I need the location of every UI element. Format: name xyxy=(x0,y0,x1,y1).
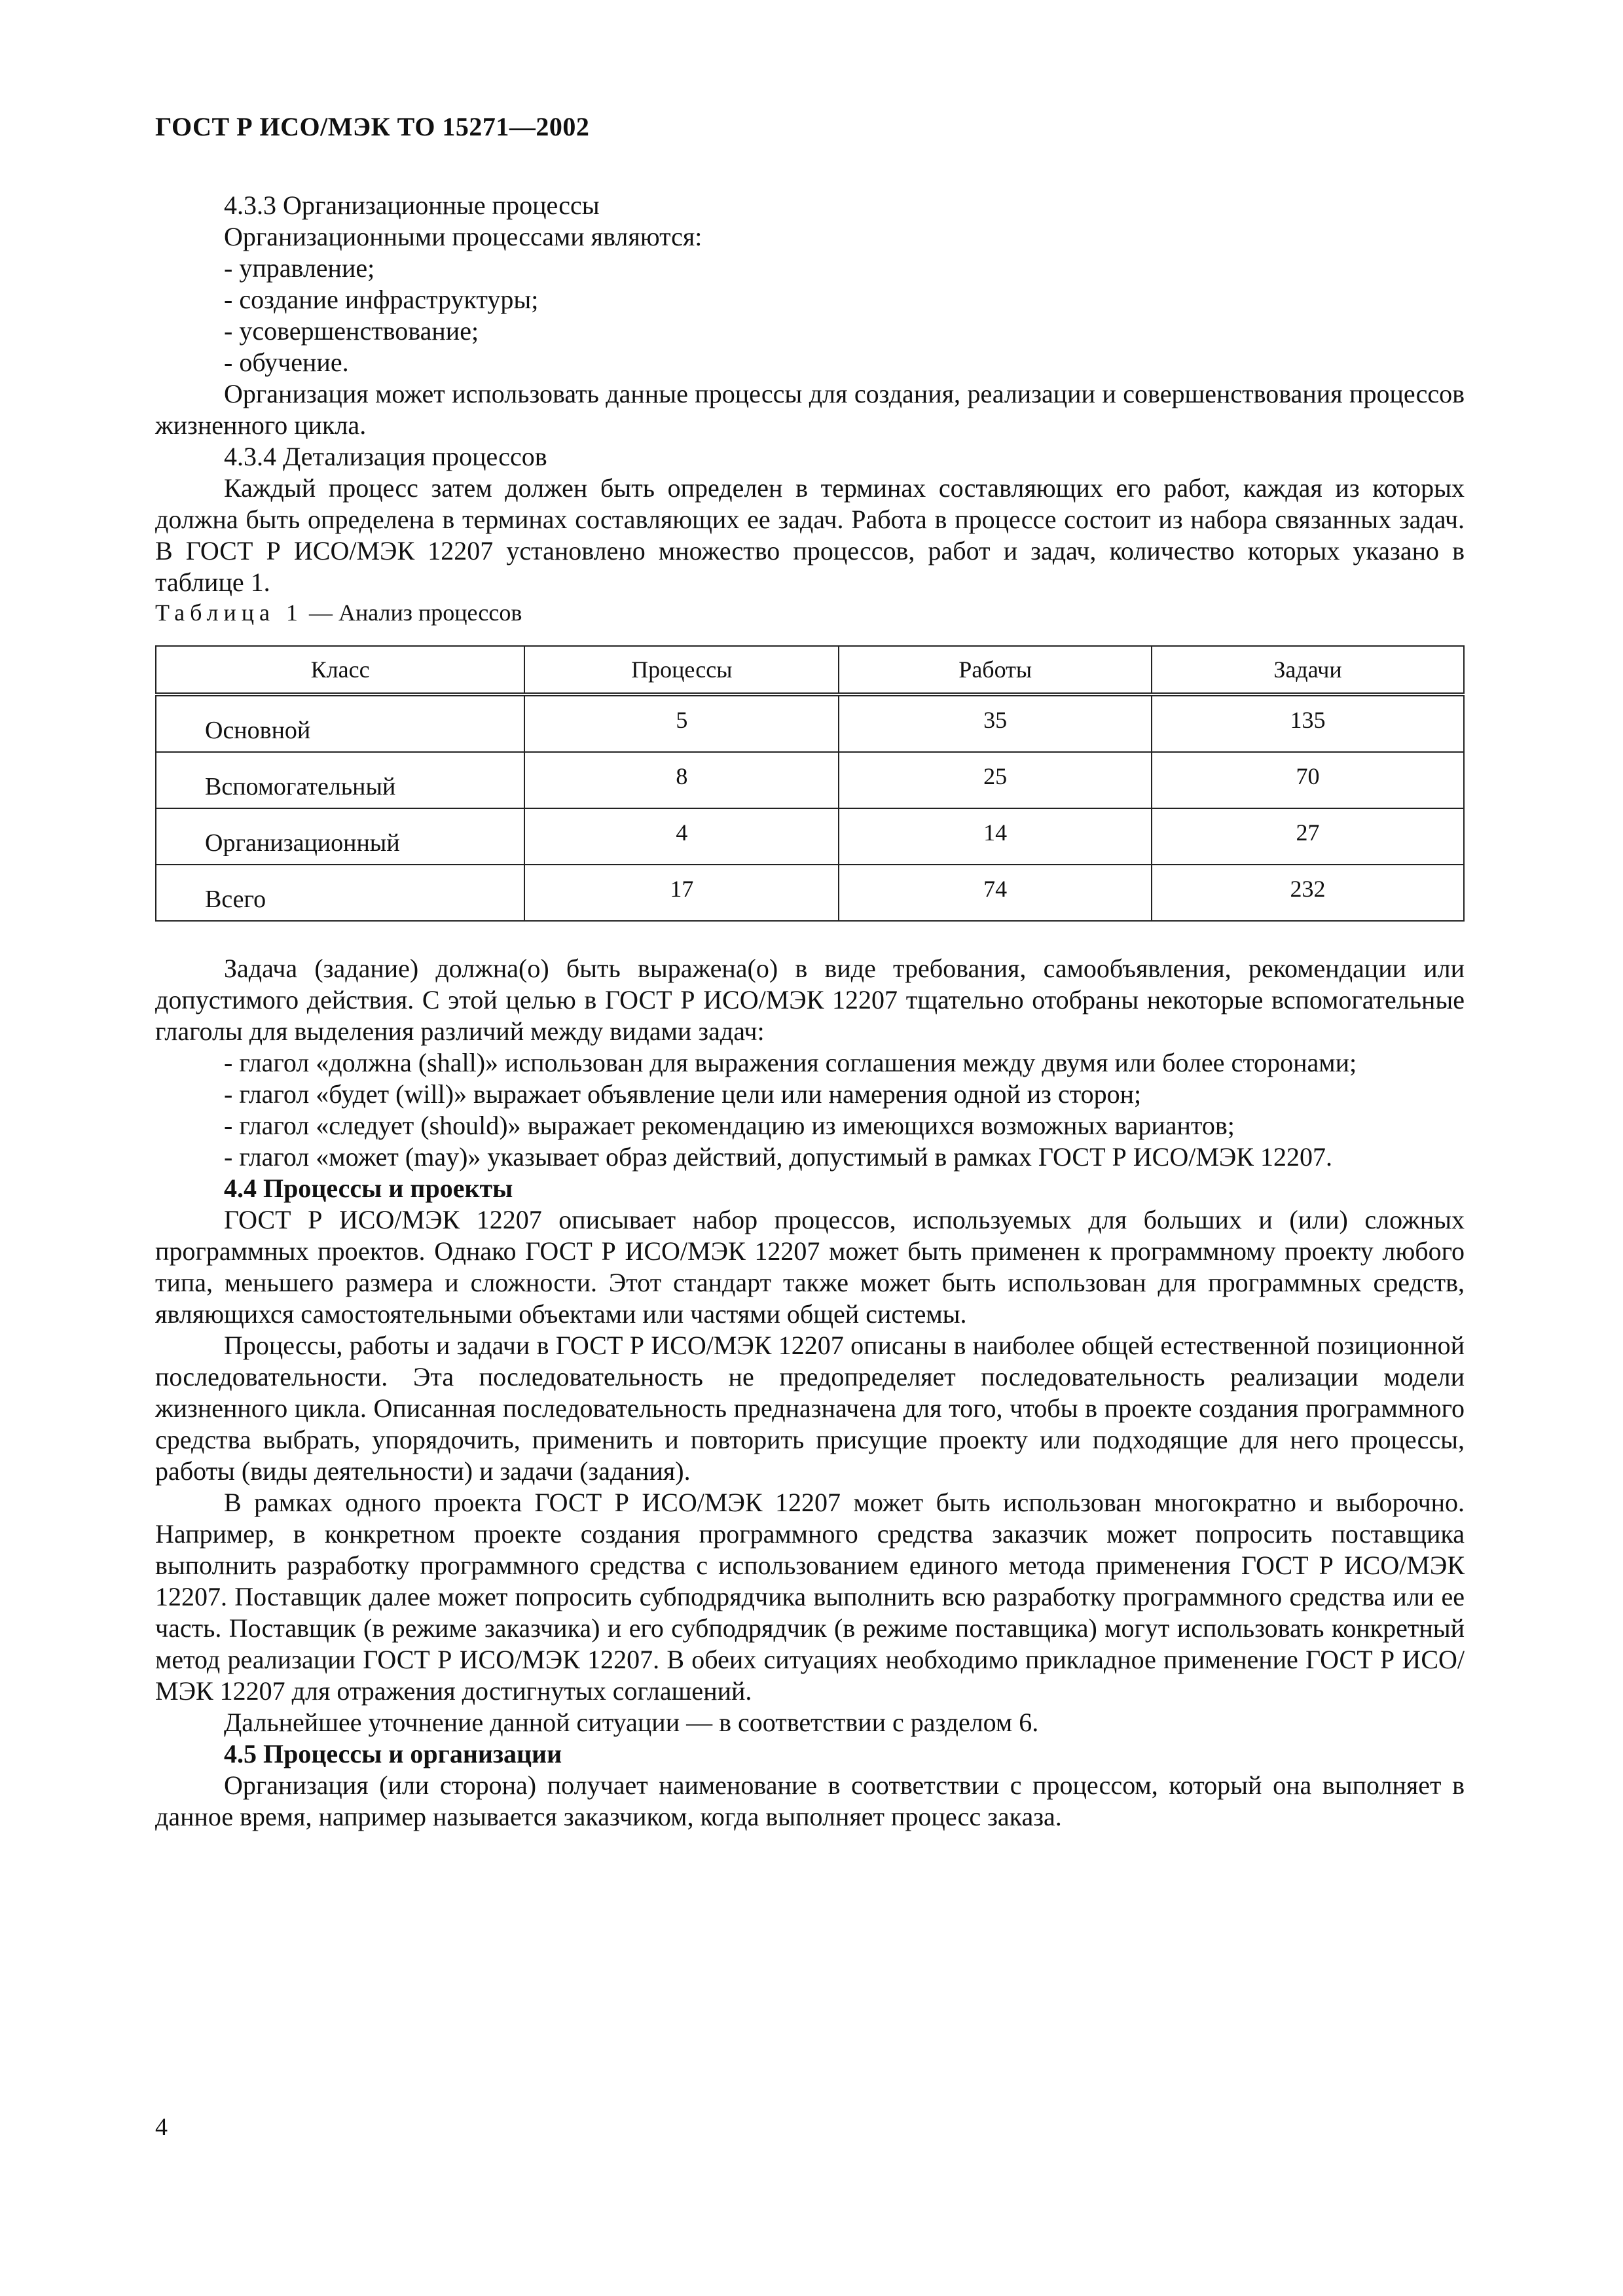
table-cell: 135 xyxy=(1152,694,1464,752)
table-caption-title: — Анализ процессов xyxy=(302,600,522,626)
page-number: 4 xyxy=(155,2113,168,2141)
list-item: - глагол «должна (shall)» использован для выражения соглашения между двумя или более сторонами; xyxy=(224,1048,1357,1077)
table-caption xyxy=(155,598,1465,627)
list-item: - глагол «будет (will)» выражает объявление цели или намерения одной из сторон; xyxy=(224,1079,1142,1109)
table-cell: Всего xyxy=(156,865,524,921)
table-cell: 74 xyxy=(839,865,1152,921)
section-44-paragraph: Процессы, работы и задачи в ГОСТ Р ИСО/МЭК 12207 описаны в наиболее общей естественной позиционной последовательности. Эта последовательность не предопределяет последовательность реализации модели жизненного цикла. Описанная последовательность предназначена для того, чтобы в проекте создания программного средства выбрать, упорядочить, применить и повторить присущие проекту или подходящие для него процессы, работы (виды деятельности) и задачи (задания). xyxy=(155,1331,1465,1486)
table-cell: 232 xyxy=(1152,865,1464,921)
section-434-text: Каждый процесс затем должен быть определен в терминах составляющих его работ, каждая из которых должна быть определена в терминах составляющих ее задач. Работа в процессе состоит из набора связанных задач. В ГОСТ Р ИСО/МЭК 12207 установлено множество процессов, работ и задач, количество которых указано в таблице 1. xyxy=(155,473,1465,597)
column-header: Работы xyxy=(839,646,1152,694)
section-44-title: 4.4 Процессы и проекты xyxy=(224,1174,513,1203)
list-item: - обучение. xyxy=(224,348,349,377)
list-item: - управление; xyxy=(224,253,375,283)
table-cell: 35 xyxy=(839,694,1152,752)
table-row xyxy=(156,865,1464,921)
section-433-text: Организация может использовать данные процессы для создания, реализации и совершенствования процессов жизненного цикла. xyxy=(155,379,1465,440)
section-434-title: 4.3.4 Детализация процессов xyxy=(224,442,547,471)
table-cell: 14 xyxy=(839,808,1152,865)
list-item: - глагол «может (may)» указывает образ действий, допустимый в рамках ГОСТ Р ИСО/МЭК 12207. xyxy=(224,1142,1332,1172)
table-cell: 4 xyxy=(524,808,839,865)
section-44-paragraph: ГОСТ Р ИСО/МЭК 12207 описывает набор процессов, используемых для больших и (или) сложных программных проектов. Однако ГОСТ Р ИСО/МЭК 12207 может быть применен к программному проекту любого типа, меньшего размера и сложности. Этот стандарт также может быть использован для программных средств, являющихся самостоятельными объектами или частями общей системы. xyxy=(155,1205,1465,1329)
section-433-title: 4.3.3 Организационные процессы xyxy=(224,190,600,220)
table-row xyxy=(156,694,1464,752)
table-cell: 25 xyxy=(839,752,1152,808)
document-header: ГОСТ Р ИСО/МЭК ТО 15271—2002 xyxy=(155,112,590,141)
table-cell: 17 xyxy=(524,865,839,921)
section-433-intro: Организационными процессами являются: xyxy=(224,222,702,251)
task-section-intro: Задача (задание) должна(о) быть выражена(о) в виде требования, самообъявления, рекомендации или допустимого действия. С этой целью в ГОСТ Р ИСО/МЭК 12207 тщательно отобраны некоторые вспомогательные глаголы для выделения различий между видами задач: xyxy=(155,954,1465,1046)
list-item: - усовершенствование; xyxy=(224,316,479,346)
table-row xyxy=(156,808,1464,865)
table-cell: Основной xyxy=(156,694,524,752)
section-45-text: Организация (или сторона) получает наименование в соответствии с процессом, который она выполняет в данное время, например называется заказчиком, когда выполняет процесс заказа. xyxy=(155,1770,1465,1831)
section-44-paragraph: В рамках одного проекта ГОСТ Р ИСО/МЭК 12207 может быть использован многократно и выборочно. Например, в конкретном проекте создания программного средства заказчик может попросить поставщика выполнить разработку программного средства с использованием единого метода применения ГОСТ Р ИСО/МЭК 12207. Поставщик далее может попросить субподрядчика выполнить всю разработку программного средства или ее часть. Поставщик (в режиме заказчика) и его субподрядчик (в режиме поставщика) могут использовать конкретный метод реализации ГОСТ Р ИСО/МЭК 12207. В обеих ситуациях необходимо прикладное применение ГОСТ Р ИСО/МЭК 12207 для отражения достигнутых соглашений. xyxy=(155,1488,1465,1706)
table-cell: Вспомогательный xyxy=(156,752,524,808)
column-header: Задачи xyxy=(1152,646,1464,694)
table-cell: 5 xyxy=(524,694,839,752)
section-44-paragraph: Дальнейшее уточнение данной ситуации — в соответствии с разделом 6. xyxy=(224,1708,1039,1737)
table-cell: Организационный xyxy=(156,808,524,865)
table-cell: 8 xyxy=(524,752,839,808)
column-header: Процессы xyxy=(524,646,839,694)
table-header-row xyxy=(156,646,1464,694)
table-caption-label: Таблица 1 xyxy=(155,600,303,626)
table-cell: 70 xyxy=(1152,752,1464,808)
document-body xyxy=(155,190,1465,1833)
list-item: - глагол «следует (should)» выражает рекомендацию из имеющихся возможных вариантов; xyxy=(224,1111,1235,1140)
process-analysis-table xyxy=(155,645,1465,922)
column-header: Класс xyxy=(156,646,524,694)
list-item: - создание инфраструктуры; xyxy=(224,285,539,314)
section-45-title: 4.5 Процессы и организации xyxy=(224,1739,562,1768)
table-cell: 27 xyxy=(1152,808,1464,865)
table-row xyxy=(156,752,1464,808)
